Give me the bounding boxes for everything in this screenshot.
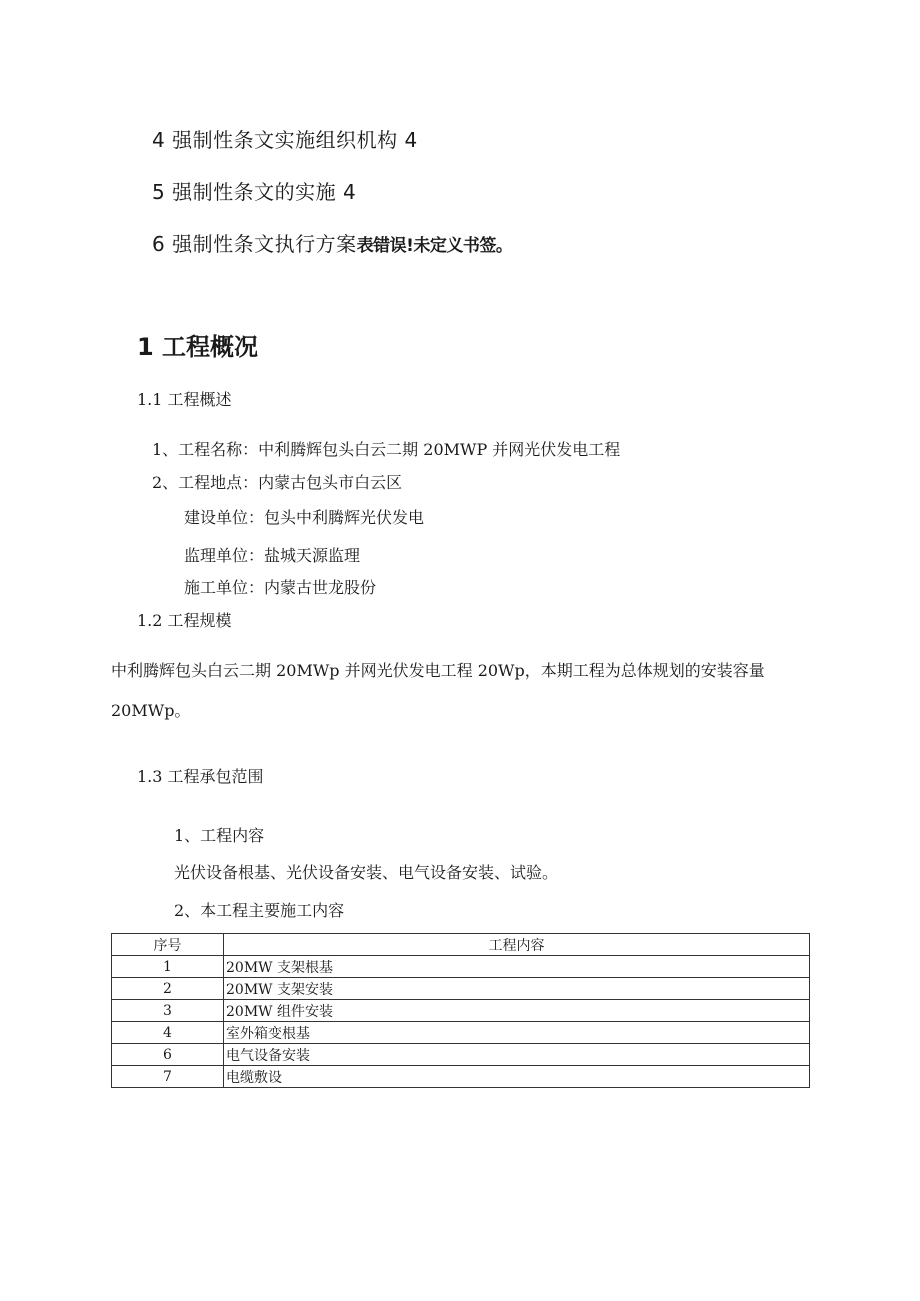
table-header-row bbox=[112, 934, 810, 956]
toc-entry-4[interactable] bbox=[152, 124, 418, 153]
toc-error-text: 表错误!未定义书签。 bbox=[356, 236, 513, 256]
row-content: 20MW 组件安装 bbox=[224, 1000, 810, 1022]
table-row bbox=[112, 1044, 810, 1066]
subsection-heading-1-2: 1.2 工程规模 bbox=[137, 611, 232, 630]
contractor-unit: 施工单位：内蒙古世龙股份 bbox=[184, 578, 377, 597]
row-index: 4 bbox=[112, 1022, 224, 1044]
row-content: 室外箱变根基 bbox=[224, 1022, 810, 1044]
toc-entry-5[interactable] bbox=[152, 176, 356, 205]
row-index: 3 bbox=[112, 1000, 224, 1022]
works-table bbox=[111, 933, 810, 1088]
row-content: 电气设备安装 bbox=[224, 1044, 810, 1066]
scale-paragraph: 中利腾辉包头白云二期 20MWp 并网光伏发电工程 20Wp，本期工程为总体规划的安装容量20MWp。 bbox=[111, 661, 765, 720]
toc-entry-6[interactable] bbox=[152, 228, 512, 257]
table-row bbox=[112, 1022, 810, 1044]
row-index: 6 bbox=[112, 1044, 224, 1066]
row-content: 电缆敷设 bbox=[224, 1066, 810, 1088]
table-row bbox=[112, 1000, 810, 1022]
work-content-text: 光伏设备根基、光伏设备安装、电气设备安装、试验。 bbox=[174, 863, 559, 882]
header-content: 工程内容 bbox=[224, 934, 810, 956]
subsection-heading-1-1: 1.1 工程概述 bbox=[137, 390, 232, 409]
project-name: 1、工程名称：中利腾辉包头白云二期 20MWP 并网光伏发电工程 bbox=[152, 440, 621, 459]
row-content: 20MW 支架根基 bbox=[224, 956, 810, 978]
row-index: 7 bbox=[112, 1066, 224, 1088]
table-row bbox=[112, 1066, 810, 1088]
header-index: 序号 bbox=[112, 934, 224, 956]
construction-unit: 建设单位：包头中利腾辉光伏发电 bbox=[184, 508, 425, 527]
section-title: 1 工程概况 bbox=[137, 333, 259, 361]
table-row bbox=[112, 956, 810, 978]
table-row bbox=[112, 978, 810, 1000]
main-works-heading: 2、本工程主要施工内容 bbox=[174, 901, 345, 920]
row-index: 1 bbox=[112, 956, 224, 978]
toc-entry-text: 5 强制性条文的实施 4 bbox=[152, 180, 357, 204]
toc-entry-text: 4 强制性条文实施组织机构 4 bbox=[152, 128, 418, 152]
project-location: 2、工程地点：内蒙古包头市白云区 bbox=[152, 473, 403, 492]
supervision-unit: 监理单位：盐城天源监理 bbox=[184, 546, 361, 565]
subsection-heading-1-3: 1.3 工程承包范围 bbox=[137, 767, 264, 786]
row-content: 20MW 支架安装 bbox=[224, 978, 810, 1000]
row-index: 2 bbox=[112, 978, 224, 1000]
work-content-heading: 1、工程内容 bbox=[174, 826, 265, 845]
toc-entry-text: 6 强制性条文执行方案 bbox=[152, 232, 357, 256]
